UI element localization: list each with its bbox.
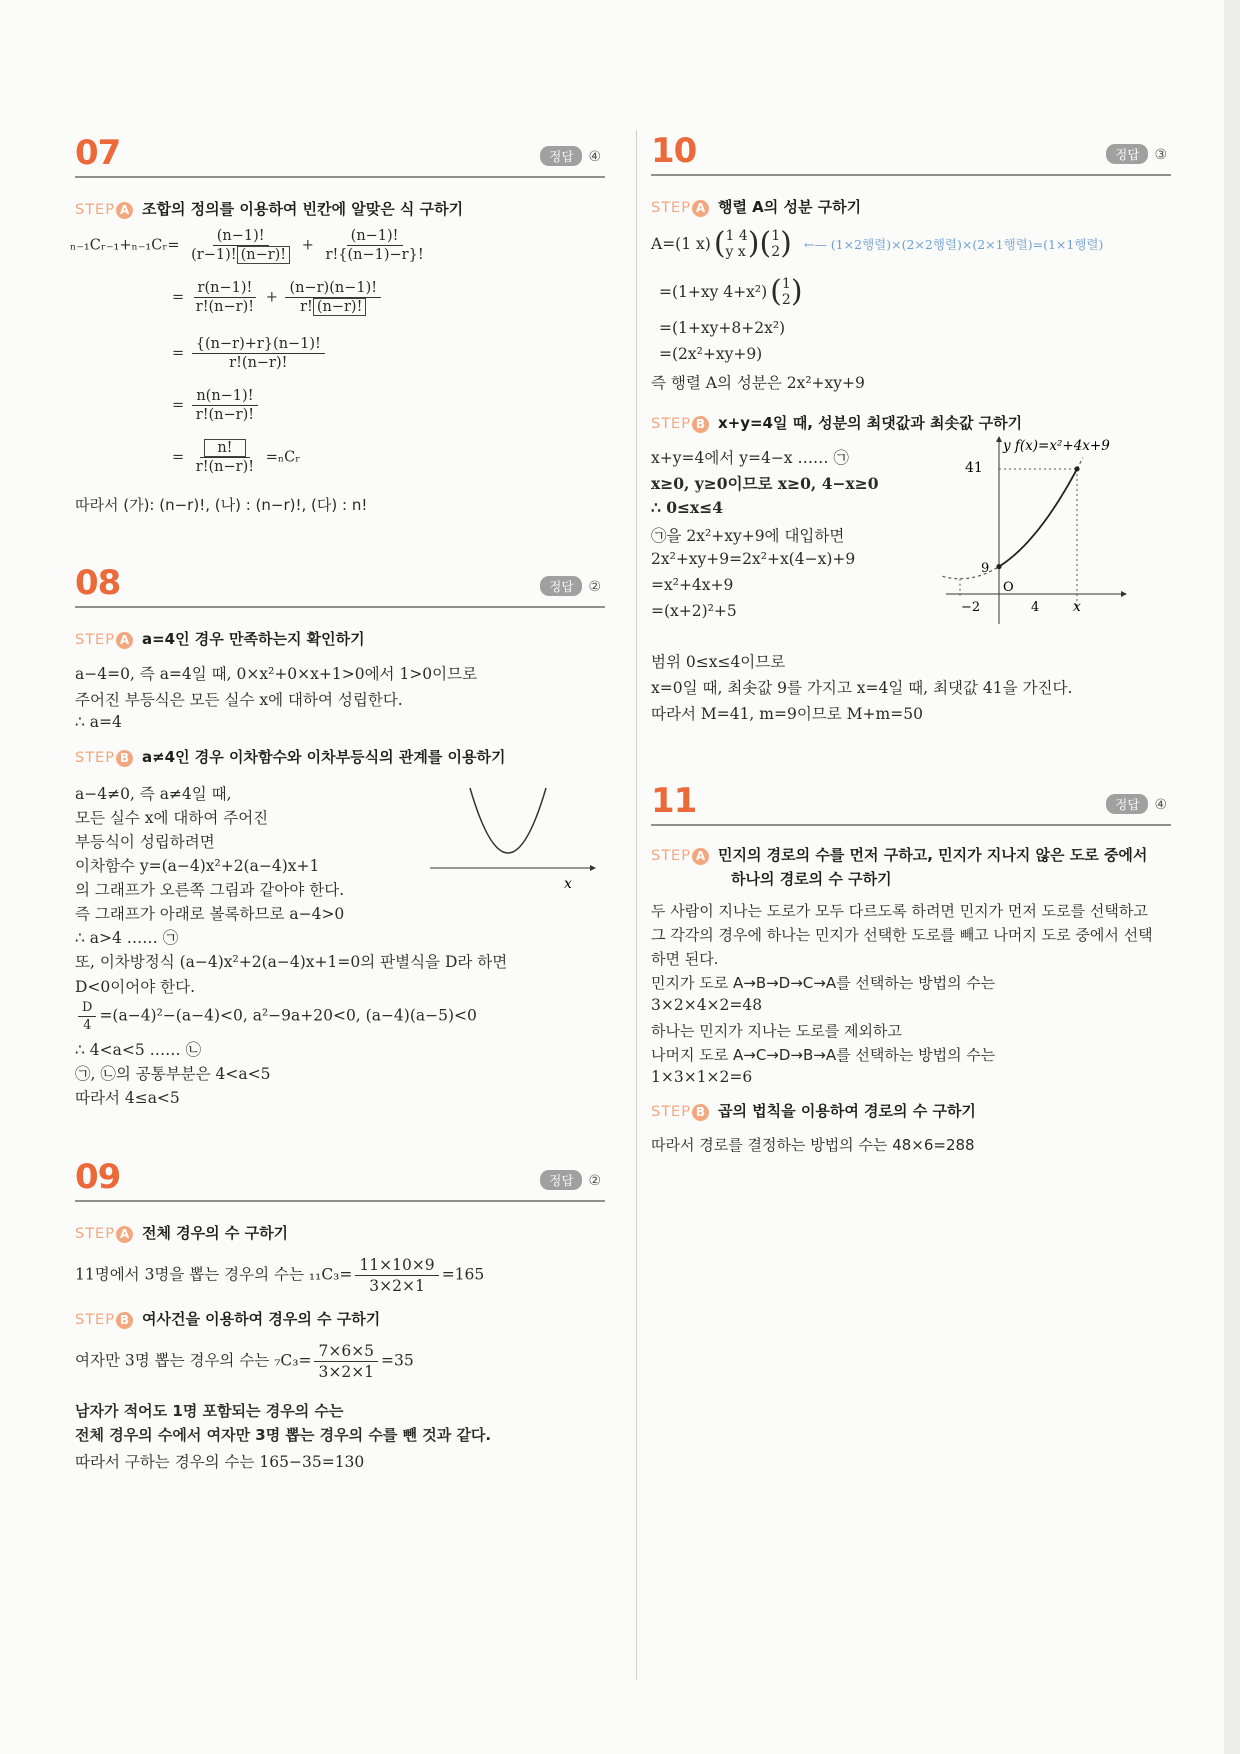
text-line: =(x+2)²+5: [651, 602, 737, 620]
numerator: 11×10×9: [355, 1256, 438, 1276]
eq-rhs: =ₙCᵣ: [265, 449, 301, 466]
text-line: 주어진 부등식은 모든 실수 x에 대하여 성립한다.: [75, 691, 403, 709]
numerator: r(n−1)!: [194, 280, 257, 298]
denominator: r!(n−r)!: [229, 355, 288, 371]
step-title: a≠4인 경우 이차함수와 이차부등식의 관계를 이용하기: [141, 748, 506, 766]
x-axis-label: x: [1073, 599, 1081, 615]
label-4: 4: [1031, 600, 1040, 615]
problem-10-header: [651, 131, 1171, 176]
text-line: ∴ a=4: [75, 713, 122, 731]
text-line: 따라서 구하는 경우의 수는 165−35=130: [75, 1453, 365, 1471]
denominator: 3×2×1: [318, 1363, 375, 1381]
label-41: 41: [965, 460, 983, 476]
text-line: =(1+xy+8+2x²): [659, 319, 786, 337]
blank-box-da: n!: [204, 439, 245, 457]
step-title: 여사건을 이용하여 경우의 수 구하기: [141, 1310, 381, 1328]
blank-box-na: (n−r)!: [313, 298, 367, 316]
text-line: 하나는 민지가 지나는 도로를 제외하고: [651, 1022, 902, 1040]
discriminant-text: =(a−4)²−(a−4)<0, a²−9a+20<0, (a−4)(a−5)<0: [99, 1006, 477, 1025]
min-point: [996, 564, 1001, 569]
numerator: 7×6×5: [314, 1342, 378, 1362]
equation-line-2: = $\frac{r(n-1)!}{r!(n-r)!}$ + $\frac{(n-r)(n-1)!}{r! (n-r)!}$: [172, 280, 384, 315]
matrix-2x2: [726, 228, 748, 260]
step-letter-icon: B: [692, 1104, 709, 1121]
text-line: x+y=4에서 y=4−x …… ㉠: [651, 449, 849, 467]
denominator: 4: [83, 1018, 92, 1033]
text-line: x=0일 때, 최솟값 9를 가지고 x=4일 때, 최댓값 41을 가진다.: [651, 679, 1073, 697]
step-label: STEP: [651, 848, 691, 864]
text: 여자만 3명 뽑는 경우의 수는 ₇C₃=: [75, 1351, 312, 1370]
text-line: 민지가 도로 A→B→D→C→A를 선택하는 방법의 수는: [651, 974, 996, 992]
step-title: a=4인 경우 만족하는지 확인하기: [141, 630, 365, 648]
matrix-line-2: =(1+xy 4+x²) ( 1 2 ): [659, 274, 803, 309]
step-title: 곱의 법칙을 이용하여 경로의 수 구하기: [717, 1102, 976, 1120]
matrix-lhs: A=(1 x): [651, 234, 711, 253]
answer-tag: 정답: [1106, 794, 1148, 814]
answer-tag: 정답: [540, 1170, 582, 1190]
numerator: D: [78, 1000, 96, 1017]
result: =165: [441, 1265, 485, 1284]
text-line: 즉 그래프가 아래로 볼록하므로 a−4>0: [75, 905, 345, 923]
numerator: (n−1)!: [213, 228, 269, 246]
highlight-line: ∴ 0≤x≤4: [651, 498, 724, 517]
text-line: 또, 이차방정식 (a−4)x²+2(a−4)x+1=0의 판별식을 D라 하면: [75, 953, 508, 971]
answer-badge: [540, 1170, 601, 1190]
fraction: [322, 228, 428, 263]
problem-07-header: [75, 133, 605, 178]
matrix-row: 2: [781, 291, 791, 308]
step-b-heading: [651, 412, 1022, 433]
matrix-2x1: [771, 228, 780, 260]
problem-number: 11: [651, 781, 697, 821]
problem-09-header: [75, 1157, 605, 1202]
eq-lhs: ₙ₋₁Cᵣ₋₁+ₙ₋₁Cᵣ=: [70, 237, 180, 254]
step-label: STEP: [651, 1104, 691, 1120]
answer-badge: [1106, 144, 1167, 164]
numerator: {(n−r)+r}(n−1)!: [192, 336, 325, 354]
fraction: [187, 228, 294, 263]
curve-outside-domain: [943, 458, 1083, 579]
step-label: STEP: [75, 750, 115, 766]
numerator: (n−1)!: [347, 228, 403, 246]
text-line: 1×3×1×2=6: [651, 1068, 753, 1086]
denominator: [296, 298, 370, 315]
step-a-heading: [75, 628, 365, 649]
step-title: 조합의 정의를 이용하여 빈칸에 알맞은 식 구하기: [141, 200, 464, 218]
step-letter-icon: A: [116, 202, 133, 219]
text-line: a−4≠0, 즉 a≠4일 때,: [75, 785, 232, 803]
text-line: 따라서 경로를 결정하는 방법의 수는 48×6=288: [651, 1136, 975, 1154]
step-title: 하나의 경로의 수 구하기: [731, 870, 892, 888]
origin-label: O: [1003, 580, 1014, 595]
text-line: 2x²+xy+9=2x²+x(4−x)+9: [651, 550, 856, 568]
equation-line-4: = $\frac{n(n-1)!}{r!(n-r)!}$: [172, 388, 261, 423]
denominator: r!{(n−1)−r}!: [325, 247, 424, 263]
step-label: STEP: [75, 202, 115, 218]
problem-number: 10: [651, 131, 697, 171]
fraction: [192, 440, 258, 475]
step-letter-icon: B: [116, 750, 133, 767]
problem-number: 09: [75, 1157, 121, 1197]
parabola-graph: [430, 788, 605, 893]
text-line: 두 사람이 지나는 도로가 모두 다르도록 하려면 민지가 먼저 도로를 선택하고: [651, 902, 1148, 920]
page-edge-shadow: [1224, 0, 1240, 1754]
den-part: r!: [300, 299, 313, 315]
label-minus2: −2: [961, 600, 981, 615]
column-divider: [636, 130, 637, 1680]
text-line: 이차함수 y=(a−4)x²+2(a−4)x+1: [75, 857, 320, 875]
text-line: ㉠을 2x²+xy+9에 대입하면: [651, 527, 845, 545]
conclusion-text: 따라서 (가): (n−r)!, (나) : (n−r)!, (다) : n!: [75, 496, 368, 514]
step-b-heading: [651, 1100, 976, 1121]
step-a-heading-cont: [731, 868, 892, 889]
step-a-heading: [75, 198, 463, 219]
problem-number: 08: [75, 563, 121, 603]
text-line: ㉠, ㉡의 공통부분은 4<a<5: [75, 1065, 271, 1083]
curve-on-domain: [999, 469, 1077, 567]
step-label: STEP: [75, 1226, 115, 1242]
discriminant-line: [75, 1000, 477, 1033]
text-line: =x²+4x+9: [651, 576, 734, 594]
x-axis-label: x: [564, 876, 572, 892]
step-label: STEP: [651, 200, 691, 216]
text-line: ∴ a>4 …… ㉠: [75, 929, 179, 947]
text-line: 즉 행렬 A의 성분은 2x²+xy+9: [651, 374, 865, 392]
step-letter-icon: A: [116, 1226, 133, 1243]
text-line: 범위 0≤x≤4이므로: [651, 653, 786, 671]
den-part: (r−1)!: [191, 247, 237, 263]
matrix-line: A=(1 x) ( 1 4 y x )( 1 2 ) ←— (1×2행렬)×(2×2행렬)×(2×1행렬)=(1×1행렬): [651, 226, 1104, 261]
equation-line-3: = $\frac{\{(n-r)+r\}(n-1)!}{r!(n-r)!}$: [172, 336, 328, 371]
step-letter-icon: A: [116, 632, 133, 649]
text-line: 따라서 M=41, m=9이므로 M+m=50: [651, 705, 923, 723]
answer-value: ④: [588, 149, 601, 165]
denominator: r!(n−r)!: [195, 299, 255, 315]
answer-value: ②: [588, 579, 601, 595]
step-title: 행렬 A의 성분 구하기: [717, 198, 862, 216]
fraction: [314, 1342, 378, 1381]
step-label: STEP: [75, 1312, 115, 1328]
step-title: 민지의 경로의 수를 먼저 구하고, 민지가 지나지 않은 도로 중에서: [717, 846, 1148, 864]
matrix-2x1: [782, 276, 791, 308]
fraction: [192, 280, 258, 315]
fraction: [192, 388, 258, 423]
text-line: 모든 실수 x에 대하여 주어진: [75, 809, 269, 827]
text-line: 따라서 4≤a<5: [75, 1089, 180, 1107]
quadratic-graph: [941, 434, 1171, 629]
matrix-size-note: ←— (1×2행렬)×(2×2행렬)×(2×1행렬)=(1×1행렬): [803, 236, 1104, 252]
fraction: [355, 1256, 438, 1295]
answer-tag: 정답: [540, 576, 582, 596]
answer-tag: 정답: [540, 146, 582, 166]
x-axis-arrow: [1121, 591, 1127, 597]
answer-tag: 정답: [1106, 144, 1148, 164]
highlight-line: 전체 경우의 수에서 여자만 3명 뽑는 경우의 수를 뺀 것과 같다.: [75, 1426, 492, 1444]
text: 11명에서 3명을 뽑는 경우의 수는 ₁₁C₃=: [75, 1265, 353, 1284]
text-line: 그 각각의 경우에 하나는 민지가 선택한 도로를 빼고 나머지 도로 중에서 선택: [651, 926, 1153, 944]
fraction: [78, 1000, 96, 1033]
step-b-heading: [75, 1308, 380, 1329]
text-line: =(2x²+xy+9): [659, 345, 763, 363]
text-line: 하면 된다.: [651, 950, 719, 968]
step-letter-icon: B: [692, 416, 709, 433]
step-letter-icon: B: [116, 1312, 133, 1329]
total-case-line: [75, 1256, 484, 1295]
matrix-row: 1: [771, 227, 781, 244]
problem-number: 07: [75, 133, 121, 173]
numerator: n(n−1)!: [192, 388, 257, 406]
y-axis-arrow: [996, 436, 1002, 442]
text-line: a−4=0, 즉 a=4일 때, 0×x²+0×x+1>0에서 1>0이므로: [75, 665, 478, 683]
max-point: [1074, 466, 1079, 471]
function-label: y f(x)=x²+4x+9: [1003, 438, 1110, 454]
label-9: 9: [981, 561, 990, 576]
women-only-line: [75, 1342, 414, 1381]
step-title: 전체 경우의 수 구하기: [141, 1224, 289, 1242]
denominator: [187, 246, 294, 263]
matrix-row: y x: [725, 243, 746, 260]
step-a-heading: [75, 1222, 288, 1243]
answer-badge: [540, 146, 601, 166]
text-line: 나머지 도로 A→C→D→B→A를 선택하는 방법의 수는: [651, 1046, 996, 1064]
text-line: ∴ 4<a<5 …… ㉡: [75, 1041, 202, 1059]
problem-11-header: [651, 781, 1171, 826]
numerator: (n−r)(n−1)!: [285, 280, 381, 298]
blank-box-ga: (n−r)!: [237, 246, 291, 264]
parabola-curve: [470, 788, 546, 853]
fraction: [192, 336, 325, 371]
step-letter-icon: A: [692, 848, 709, 865]
highlight-line: 남자가 적어도 1명 포함되는 경우의 수는: [75, 1402, 344, 1420]
step-letter-icon: A: [692, 200, 709, 217]
denominator: r!(n−r)!: [195, 459, 255, 475]
text-line: 3×2×4×2=48: [651, 996, 763, 1014]
problem-08-header: [75, 563, 605, 608]
denominator: 3×2×1: [369, 1277, 425, 1295]
matrix-row: 1 4: [725, 227, 748, 244]
step-label: STEP: [75, 632, 115, 648]
step-title: x+y=4일 때, 성분의 최댓값과 최솟값 구하기: [717, 414, 1023, 432]
step-a-heading: [651, 196, 861, 217]
equation-line-5: = $\frac{n!}{r!(n-r)!}$ =ₙCᵣ: [172, 440, 301, 475]
answer-value: ③: [1154, 147, 1167, 163]
matrix-row: 1: [781, 275, 791, 292]
text-line: 의 그래프가 오른쪽 그림과 같아야 한다.: [75, 881, 345, 899]
numerator: [200, 440, 249, 458]
fraction: [285, 280, 381, 315]
text-line: 부등식이 성립하려면: [75, 833, 215, 851]
answer-badge: [1106, 794, 1167, 814]
step-label: STEP: [651, 416, 691, 432]
denominator: r!(n−r)!: [195, 407, 255, 423]
step-b-heading: [75, 746, 506, 767]
step-a-heading: [651, 844, 1147, 865]
row-matrix: =(1+xy 4+x²): [659, 282, 768, 301]
highlight-line: x≥0, y≥0이므로 x≥0, 4−x≥0: [651, 474, 879, 493]
matrix-row: 2: [771, 243, 781, 260]
text-line: D<0이어야 한다.: [75, 978, 195, 996]
answer-value: ②: [588, 1173, 601, 1189]
answer-badge: [540, 576, 601, 596]
result: =35: [381, 1351, 414, 1370]
equation-line-1: ₙ₋₁Cᵣ₋₁+ₙ₋₁Cᵣ= $\frac{(n-1)!}{(r-1)! (n-r)!}$ + $\frac{(n-1)!}{r!\{(n-1)-r\}!}$: [70, 228, 431, 263]
answer-value: ④: [1154, 797, 1167, 813]
x-axis-arrow: [590, 865, 596, 871]
